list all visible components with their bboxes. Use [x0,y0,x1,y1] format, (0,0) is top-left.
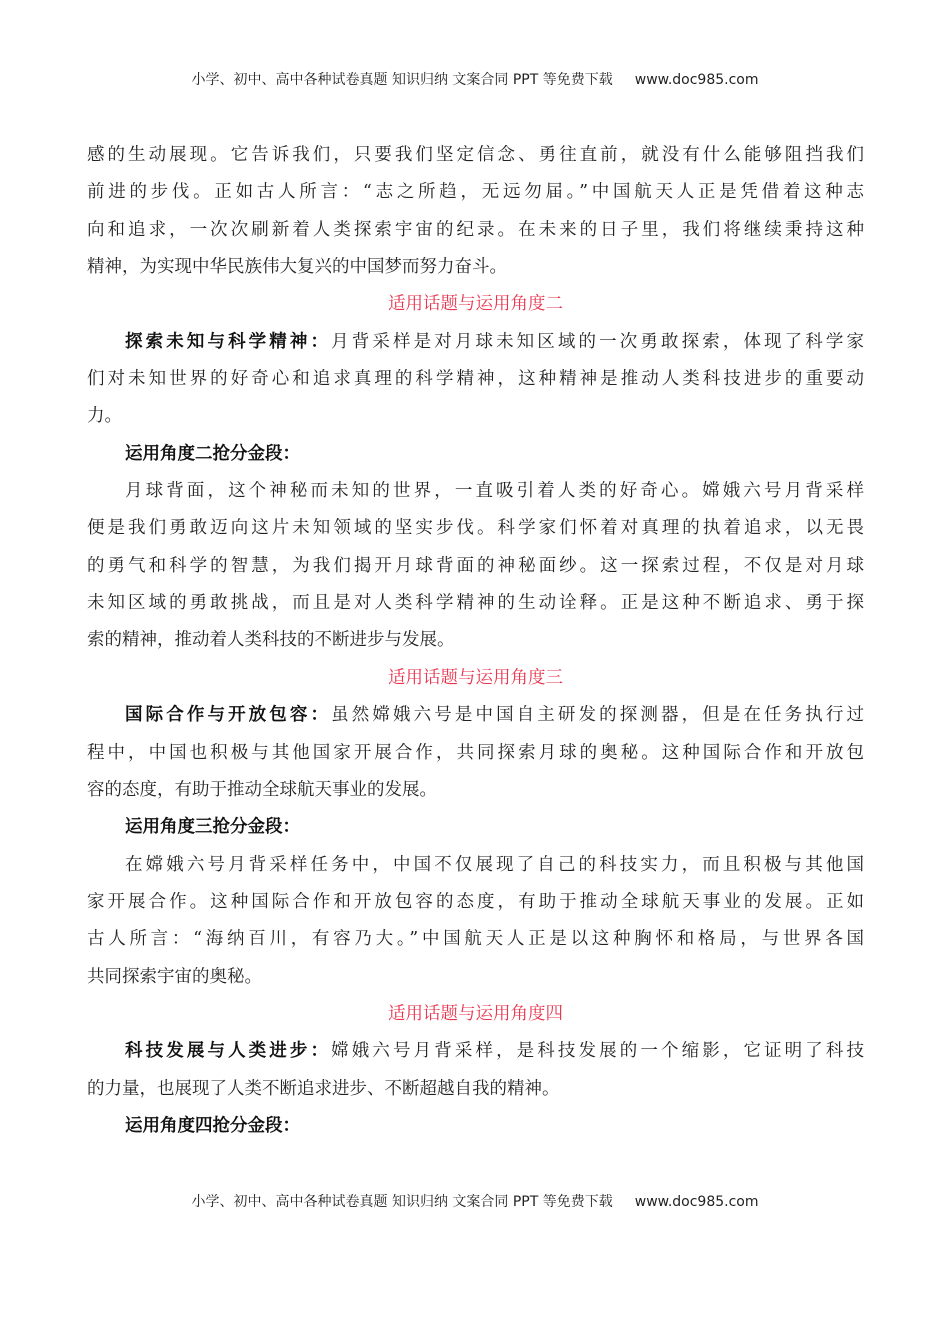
paragraph-text: 在嫦娥六号月背采样任务中，中国不仅展现了自己的科技实力，而且积极与其他国 [125,854,864,875]
paragraph-lead: 国际合作与开放包容： [125,705,332,726]
paragraph-line [87,361,864,398]
paragraph-text: 力。 [87,406,122,427]
paragraph-text: 程中，中国也积极与其他国家开展合作，共同探索月球的奥秘。这种国际合作和开放包 [87,742,864,763]
paragraph-lead: 运用角度四抢分金段： [125,1115,300,1136]
paragraph-text: 未知区域的勇敢挑战，而且是对人类科学精神的生动诠释。正是这种不断追求、勇于探 [87,593,864,614]
paragraph-line [87,324,864,361]
paragraph-text: 索的精神，推动着人类科技的不断进步与发展。 [87,630,455,651]
paragraph-line [87,1071,864,1108]
paragraph-text: 前进的步伐。正如古人所言：“志之所趋，无远勿届。”中国航天人正是凭借着这种志 [87,182,864,203]
paragraph-line [87,212,864,249]
paragraph-line [87,959,864,996]
paragraph-text: 便是我们勇敢迈向这片未知领域的坚实步伐。科学家们怀着对真理的执着追求，以无畏 [87,518,864,539]
paragraph-line [87,622,864,659]
paragraph-line [87,772,864,809]
paragraph-text: 容的态度，有助于推动全球航天事业的发展。 [87,779,437,800]
page-header [0,69,950,89]
footer-text: 小学、初中、高中各种试卷真题 知识归纳 文案合同 PPT 等免费下载 [191,1194,613,1210]
page-footer [0,1191,950,1211]
paragraph-lead: 运用角度三抢分金段： [125,817,300,838]
section-heading: 适用话题与运用角度二 [388,294,563,315]
paragraph-line [87,697,864,734]
paragraph-line [87,436,864,473]
paragraph-text: 的勇气和科学的智慧，为我们揭开月球背面的神秘面纱。这一探索过程，不仅是对月球 [87,555,864,576]
paragraph-line [87,585,864,622]
header-url[interactable]: www.doc985.com [634,72,759,88]
header-text: 小学、初中、高中各种试卷真题 知识归纳 文案合同 PPT 等免费下载 [191,72,613,88]
paragraph-line [87,809,864,846]
paragraph-line [87,249,864,286]
paragraph-line [87,137,864,174]
paragraph-line [87,1108,864,1145]
paragraph-lead: 运用角度二抢分金段： [125,443,300,464]
paragraph-line [87,1033,864,1070]
paragraph-text: 精神，为实现中华民族伟大复兴的中国梦而努力奋斗。 [87,257,507,278]
paragraph-line [87,398,864,435]
footer-url[interactable]: www.doc985.com [634,1194,759,1210]
paragraph-text: 虽然嫦娥六号是中国自主研发的探测器，但是在任务执行过 [331,705,865,726]
paragraph-line [87,921,864,958]
paragraph-text: 家开展合作。这种国际合作和开放包容的态度，有助于推动全球航天事业的发展。正如 [87,891,864,912]
paragraph-text: 感的生动展现。它告诉我们，只要我们坚定信念、勇往直前，就没有什么能够阻挡我们 [87,145,864,165]
paragraph-text: 向和追求，一次次刷新着人类探索宇宙的纪录。在未来的日子里，我们将继续秉持这种 [87,219,864,240]
paragraph-lead: 科技发展与人类进步： [125,1041,332,1062]
paragraph-line [87,510,864,547]
paragraph-line [87,884,864,921]
paragraph-text: 月背采样是对月球未知区域的一次勇敢探索，体现了科学家 [331,331,865,352]
paragraph-text: 共同探索宇宙的奥秘。 [87,966,262,987]
document-body [87,137,864,1145]
section-heading: 适用话题与运用角度三 [388,667,563,688]
section-heading: 适用话题与运用角度四 [388,1003,563,1024]
paragraph-text: 的力量，也展现了人类不断追求进步、不断超越自我的精神。 [87,1078,560,1099]
paragraph-line [87,847,864,884]
paragraph-text: 古人所言：“海纳百川，有容乃大。”中国航天人正是以这种胸怀和格局，与世界各国 [87,929,864,950]
paragraph-line [87,548,864,585]
paragraph-text: 嫦娥六号月背采样，是科技发展的一个缩影，它证明了科技 [331,1041,865,1062]
paragraph-lead: 探索未知与科学精神： [125,331,332,352]
paragraph-line [87,735,864,772]
paragraph-line [87,473,864,510]
paragraph-text: 月球背面，这个神秘而未知的世界，一直吸引着人类的好奇心。嫦娥六号月背采样 [125,481,864,502]
paragraph-text: 们对未知世界的好奇心和追求真理的科学精神，这种精神是推动人类科技进步的重要动 [87,369,864,390]
paragraph-line [87,174,864,211]
